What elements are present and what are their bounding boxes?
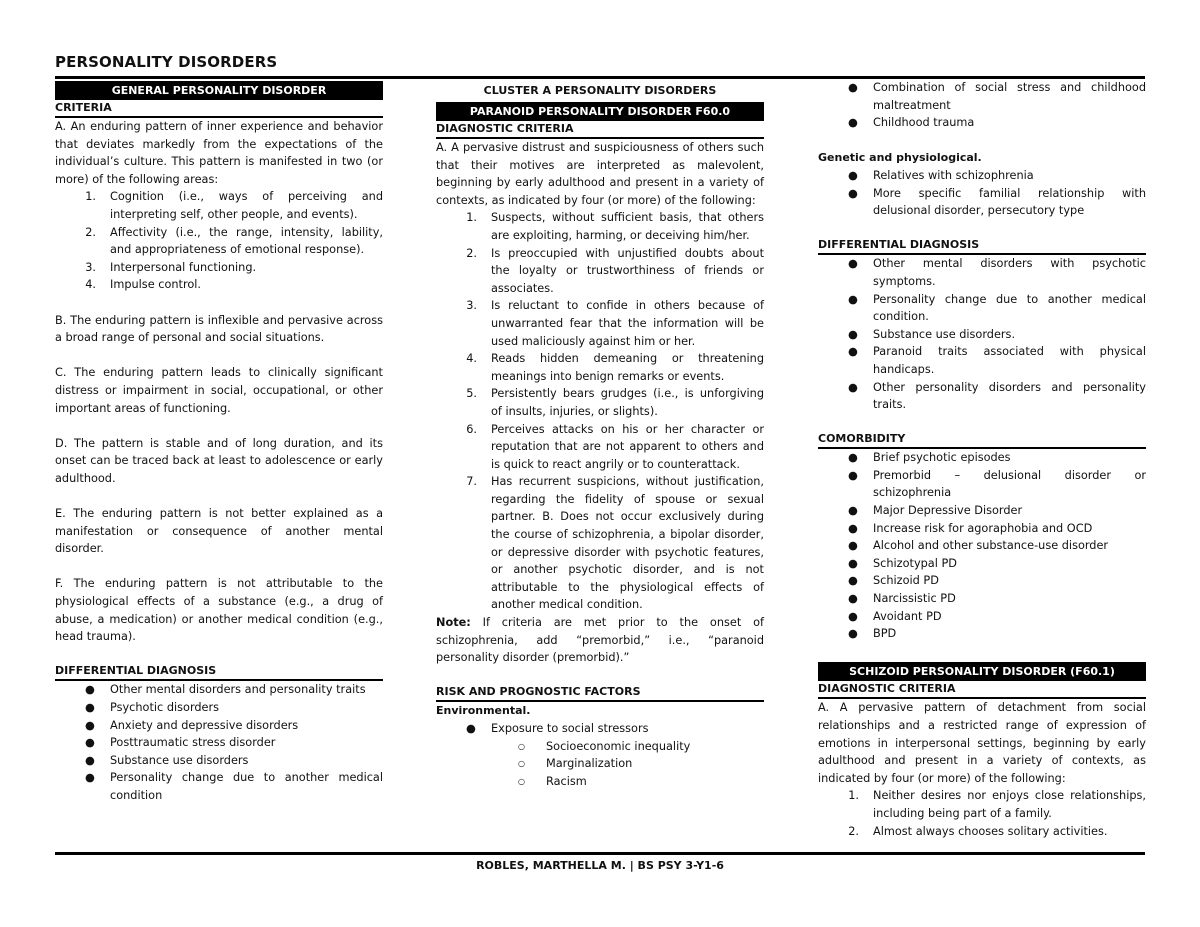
list-item: ● Childhood trauma: [848, 116, 975, 130]
sub-list-item: ○ Marginalization: [518, 757, 633, 771]
list-item: 2. Affectivity (i.e., the range, intensity, lability, and appropriateness of emotional response).: [85, 225, 383, 257]
list-item: ● Other personality disorders and personality traits.: [848, 380, 1146, 412]
schizoid-criteria-list: [818, 787, 1146, 840]
list-item: ● Premorbid – delusional disorder or schizophrenia: [848, 468, 1146, 500]
note-label: Note:: [436, 616, 471, 630]
criterion-b: B. The enduring pattern is inflexible and pervasive across a broad range of personal and social situations.: [55, 313, 383, 345]
diagnostic-criteria-heading: DIAGNOSTIC CRITERIA: [436, 121, 764, 139]
section-header-schizoid: SCHIZOID PERSONALITY DISORDER (F60.1): [818, 662, 1146, 681]
list-item: ● Anxiety and depressive disorders: [85, 718, 299, 732]
list-item: 2. Is preoccupied with unjustified doubts about the loyalty or trustworthiness of friends or associates.: [466, 246, 764, 295]
list-item: ● Alcohol and other substance-use disorder: [848, 539, 1109, 553]
criterion-c: C. The enduring pattern leads to clinically significant distress or impairment in social, occupational, or other important areas of functioning.: [55, 366, 383, 415]
section-header-general: GENERAL PERSONALITY DISORDER: [55, 81, 383, 100]
differential-diagnosis-list: [55, 681, 383, 804]
list-item: ● Other mental disorders and personality traits: [85, 683, 366, 697]
list-item: ● Relatives with schizophrenia: [848, 168, 1034, 182]
cluster-a-heading: CLUSTER A PERSONALITY DISORDERS: [483, 84, 717, 97]
list-item: ● Personality change due to another medical condition.: [848, 292, 1146, 324]
list-item: ● BPD: [848, 627, 897, 641]
list-item: ● Schizoid PD: [848, 574, 939, 588]
differential-diagnosis-heading: DIFFERENTIAL DIAGNOSIS: [55, 663, 383, 681]
list-item: ● Exposure to social stressors: [466, 722, 649, 735]
diagnostic-criteria-heading: DIAGNOSTIC CRITERIA: [818, 681, 1146, 699]
list-item: 4. Reads hidden demeaning or threatening meanings into benign remarks or events.: [466, 352, 764, 383]
list-item: ● Substance use disorders: [85, 753, 249, 767]
genetic-list: [818, 167, 1146, 220]
list-item: ● Substance use disorders.: [848, 327, 1016, 341]
environmental-heading: Environmental.: [436, 704, 531, 718]
note-paragraph: [436, 614, 764, 667]
list-item: 7. Has recurrent suspicions, without justification, regarding the fidelity of spouse or sexual partner. B. Does not occur exclusively during the course of schizophrenia, a bipolar disorder, or depressive disorder with psychotic features, or another psychotic disorder, and is not attributable to the physiological effects of another medical condition.: [466, 475, 764, 612]
column-general-personality-disorder: [55, 79, 383, 805]
criterion-e: E. The enduring pattern is not better explained as a manifestation or consequence of another mental disorder.: [55, 507, 383, 556]
list-item: 3. Interpersonal functioning.: [85, 260, 257, 274]
list-item: 6. Perceives attacks on his or her character or reputation that are not apparent to others and is quick to react angrily or to counterattack.: [466, 422, 764, 471]
footer-author: ROBLES, MARTHELLA M. | BS PSY 3-Y1-6: [476, 859, 724, 872]
list-item: ● Psychotic disorders: [85, 701, 220, 714]
environmental-continued-list: [818, 79, 1146, 132]
column-paranoid-personality-disorder: [436, 79, 764, 790]
list-item: ● Brief psychotic episodes: [848, 451, 1011, 465]
criterion-d: D. The pattern is stable and of long duration, and its onset can be traced back at least to adolescence or early adulthood.: [55, 436, 383, 485]
list-item: ● Avoidant PD: [848, 609, 942, 623]
criteria-heading: CRITERIA: [55, 100, 383, 118]
list-item: 1. Suspects, without sufficient basis, that others are exploiting, harming, or deceiving him/her.: [466, 211, 764, 242]
list-item: 1. Neither desires nor enjoys close relationships, including being part of a family.: [848, 789, 1146, 820]
page-title: PERSONALITY DISORDERS: [55, 53, 278, 71]
list-item: ● Combination of social stress and childhood maltreatment: [848, 81, 1146, 112]
list-item: ● Increase risk for agoraphobia and OCD: [848, 521, 1093, 535]
column-paranoid-continued: [818, 79, 1146, 840]
criterion-a: A. An enduring pattern of inner experience and behavior that deviates markedly from the expectations of the individual’s culture. This pattern is manifested in two (or more) of the following areas:: [55, 120, 383, 186]
list-item: 2. Almost always chooses solitary activities.: [848, 824, 1108, 838]
list-item: ● Schizotypal PD: [848, 556, 957, 570]
bottom-divider: [55, 852, 1145, 855]
criterion-a: A. A pervasive pattern of detachment from social relationships and a restricted range of expression of emotions in interpersonal settings, beginning by early adulthood and present in a variety of contexts, as indicated by four (or more) of the following:: [818, 701, 1146, 785]
comorbidity-heading: COMORBIDITY: [818, 431, 1146, 449]
list-item: ● More specific familial relationship with delusional disorder, persecutory type: [848, 186, 1146, 218]
list-item: 4. Impulse control.: [85, 278, 201, 292]
environmental-list: [436, 720, 764, 790]
criterion-a-list: [55, 188, 383, 294]
paranoid-criteria-list: [436, 209, 764, 614]
list-item: ● Major Depressive Disorder: [848, 504, 1023, 518]
sub-list-item: ○ Racism: [518, 774, 587, 788]
list-item: ● Narcissistic PD: [848, 592, 956, 606]
list-item: ● Personality change due to another medical condition: [85, 771, 383, 802]
list-item: ● Posttraumatic stress disorder: [85, 736, 276, 750]
list-item: ● Paranoid traits associated with physical handicaps.: [848, 345, 1146, 376]
risk-factors-heading: RISK AND PROGNOSTIC FACTORS: [436, 684, 764, 702]
note-text: If criteria are met prior to the onset of schizophrenia, add “premorbid,” i.e., “paranoid personality disorder (premorbid).”: [436, 616, 764, 665]
list-item: ● Other mental disorders with psychotic symptoms.: [848, 257, 1146, 288]
genetic-heading: Genetic and physiological.: [818, 151, 982, 165]
list-item: 1. Cognition (i.e., ways of perceiving and interpreting self, other people, and events).: [85, 190, 383, 221]
list-item: 5. Persistently bears grudges (i.e., is unforgiving of insults, injuries, or slights).: [466, 387, 764, 418]
criterion-a: A. A pervasive distrust and suspiciousness of others such that their motives are interpreted as malevolent, beginning by early adulthood and present in a variety of contexts, as indicated by four (or more) of the following:: [436, 141, 764, 207]
list-item: 3. Is reluctant to confide in others because of unwarranted fear that the information will be used maliciously against him or her.: [466, 299, 764, 348]
sub-list-item: ○ Socioeconomic inequality: [518, 739, 691, 753]
differential-diagnosis-heading: DIFFERENTIAL DIAGNOSIS: [818, 237, 1146, 255]
criterion-f: F. The enduring pattern is not attributable to the physiological effects of a substance (e.g., a drug of abuse, a medication) or another medical condition (e.g., head trauma).: [55, 577, 383, 644]
comorbidity-list: [818, 449, 1146, 643]
differential-diagnosis-list: [818, 255, 1146, 413]
section-header-paranoid: PARANOID PERSONALITY DISORDER F60.0: [436, 102, 764, 121]
